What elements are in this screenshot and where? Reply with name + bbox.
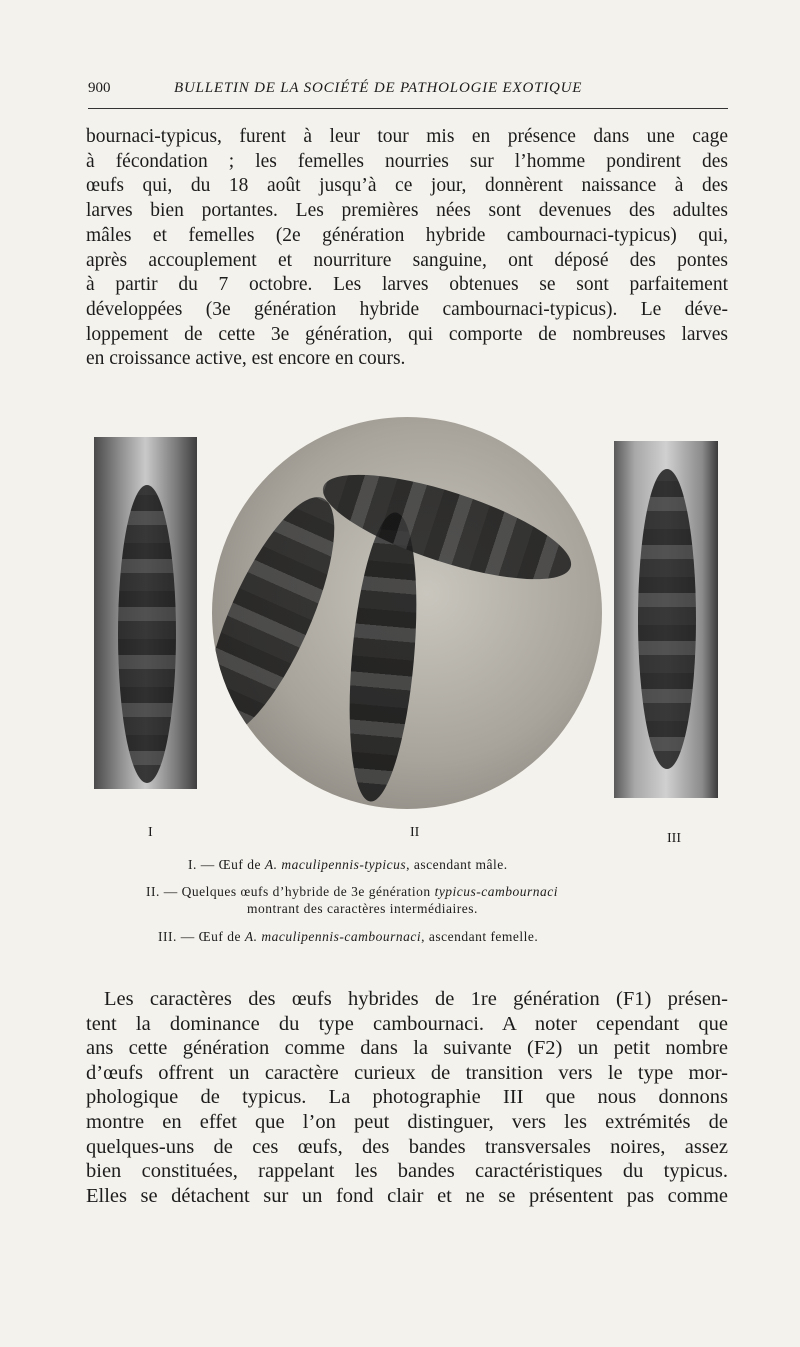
figure-label-3: III xyxy=(667,831,681,846)
text-line: en croissance active, est encore en cours. xyxy=(86,348,406,370)
text-line: à partir du 7 octobre. Les larves obtenues se sont parfaitement xyxy=(86,274,728,296)
text-line: ans cette génération comme dans la suivante (F2) un petit nombre xyxy=(86,1037,728,1060)
photo-hybrid-eggs xyxy=(212,417,602,809)
text-line: Les caractères des œufs hybrides de 1re génération (F1) présen- xyxy=(104,988,728,1010)
text-line: développées (3e génération hybride cambournaci-typicus). Le déve- xyxy=(86,298,728,320)
photo-egg-typicus xyxy=(94,437,197,789)
text-line: phologique de typicus. La photographie III que nous donnons xyxy=(86,1086,728,1109)
text-line: montre en effet que l’on peut distinguer, vers les extrémités de xyxy=(86,1110,728,1133)
text-line: œufs qui, du 18 août jusqu’à ce jour, donnèrent naissance à des xyxy=(86,175,728,197)
text-line: d’œufs offrent un caractère curieux de transition vers le type mor- xyxy=(86,1061,728,1084)
figure-label-1: I xyxy=(148,825,153,840)
caption-1: I. — Œuf de A. maculipennis-typicus, ascendant mâle. xyxy=(188,857,508,872)
header-rule xyxy=(88,108,728,109)
figure-label-2: II xyxy=(410,825,420,840)
caption-3: III. — Œuf de A. maculipennis-cambournaci, ascendant femelle. xyxy=(158,929,539,944)
text-line: loppement de cette 3e génération, qui comporte de nombreuses larves xyxy=(86,323,728,345)
text-line: mâles et femelles (2e génération hybride cambournaci-typicus) qui, xyxy=(86,224,728,246)
running-header xyxy=(88,80,728,106)
paragraph-hybrid-eggs xyxy=(86,987,728,1208)
page-number: 900 xyxy=(88,80,111,96)
caption-2: II. — Quelques œufs d’hybride de 3e génération typicus-cambournaci xyxy=(146,884,559,899)
text-line: tent la dominance du type cambournaci. A noter cependant que xyxy=(86,1012,728,1035)
text-line: bien constituées, rappelant les bandes caractéristiques du typicus. xyxy=(86,1160,728,1183)
text-line: quelques-uns de ces œufs, des bandes transversales noires, assez xyxy=(86,1135,728,1158)
text-line: larves bien portantes. Les premières nées sont devenues des adultes xyxy=(86,200,728,222)
text-line: à fécondation ; les femelles nourries sur l’homme pondirent des xyxy=(86,150,728,172)
paragraph-continued xyxy=(86,125,728,372)
text-line: Elles se détachent sur un fond clair et ne se présentent pas comme xyxy=(86,1184,728,1207)
caption-2-continued: montrant des caractères intermédiaires. xyxy=(247,901,478,916)
text-line: bournaci-typicus, furent à leur tour mis en présence dans une cage xyxy=(86,126,728,147)
running-title: BULLETIN DE LA SOCIÉTÉ DE PATHOLOGIE EXOTIQUE xyxy=(174,80,583,96)
text-line: après accouplement et nourriture sanguine, ont déposé des pontes xyxy=(86,249,728,271)
photo-egg-cambournaci xyxy=(614,441,718,798)
